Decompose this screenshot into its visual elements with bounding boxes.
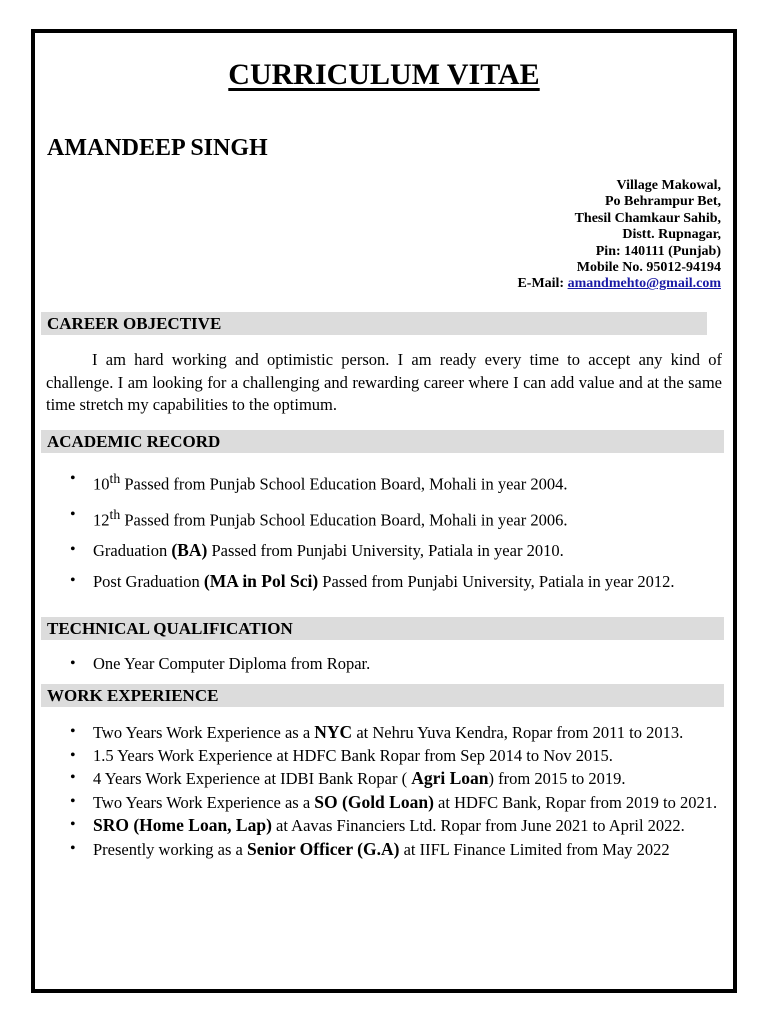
item-text: at IIFL Finance Limited from May 2022	[399, 839, 670, 859]
address-line: Po Behrampur Bet,	[604, 194, 721, 210]
item-text: Passed from Punjabi University, Patiala in year 2012.	[318, 572, 675, 591]
list-item	[46, 566, 722, 597]
item-highlight: SRO (Home Loan, Lap)	[93, 815, 272, 835]
candidate-name: AMANDEEP SINGH	[47, 135, 268, 161]
item-text: 1.5 Years Work Experience at HDFC Bank Ropar from Sep 2014 to Nov 2015.	[93, 745, 613, 765]
address-line: Pin: 140111 (Punjab)	[595, 243, 721, 259]
item-highlight: (MA in Pol Sci)	[203, 571, 319, 591]
item-superscript: th	[109, 506, 121, 522]
item-text: Two Years Work Experience as a	[93, 723, 315, 742]
item-text: Passed from Punjab School Education Board, Mohali in year 2006.	[120, 510, 568, 529]
academic-record-list	[46, 464, 722, 597]
address-line: Village Makowal,	[616, 178, 721, 193]
item-text: Post Graduation	[93, 572, 204, 591]
item-text: at Nehru Yuva Kendra, Ropar from 2011 to 2013.	[352, 723, 684, 742]
document-title: CURRICULUM VITAE	[228, 58, 540, 91]
list-item	[46, 500, 722, 536]
list-item	[46, 791, 722, 815]
item-text: 12	[93, 510, 110, 529]
address-line: Distt. Rupnagar,	[622, 227, 721, 243]
item-highlight: Senior Officer (G.A)	[246, 838, 400, 859]
list-item	[46, 745, 722, 768]
item-highlight: Agri Loan	[411, 768, 489, 788]
list-item	[46, 721, 722, 745]
list-item	[46, 814, 722, 838]
item-text: at Aavas Financiers Ltd. Ropar from June 2021 to April 2022.	[271, 816, 685, 835]
address-line: Thesil Chamkaur Sahib,	[574, 210, 721, 226]
list-item	[46, 838, 722, 862]
item-highlight: (BA)	[171, 540, 208, 560]
heading-technical-qualification: TECHNICAL QUALIFICATION	[41, 617, 724, 640]
item-text: Passed from Punjab School Education Board, Mohali in year 2004.	[120, 474, 568, 494]
item-highlight: NYC	[314, 722, 353, 742]
item-highlight: SO (Gold Loan)	[314, 791, 434, 812]
heading-work-experience: WORK EXPERIENCE	[41, 684, 724, 707]
heading-career-objective: CAREER OBJECTIVE	[41, 312, 707, 335]
list-item	[46, 535, 722, 566]
item-text: Two Years Work Experience as a	[93, 792, 315, 812]
work-experience-list	[46, 721, 722, 861]
email-row	[517, 276, 721, 292]
list-item	[46, 767, 722, 791]
item-text: 10	[93, 474, 110, 494]
item-text: at HDFC Bank, Ropar from 2019 to 2021.	[433, 792, 718, 812]
item-text: Presently working as a	[93, 839, 247, 859]
item-text: Graduation	[93, 541, 172, 560]
mobile-number: Mobile No. 95012-94194	[576, 260, 721, 276]
technical-qualification-list	[46, 649, 722, 679]
list-item	[46, 464, 722, 500]
item-text: Passed from Punjabi University, Patiala in year 2010.	[207, 541, 564, 560]
email-link[interactable]: amandmehto@gmail.com	[567, 276, 721, 292]
list-item	[46, 649, 722, 679]
item-text: One Year Computer Diploma from Ropar.	[93, 654, 371, 673]
item-text: 4 Years Work Experience at IDBI Bank Ropar (	[93, 769, 412, 788]
item-text: ) from 2015 to 2019.	[488, 769, 626, 788]
career-objective-text: I am hard working and optimistic person. I am ready every time to accept any kind of challenge. I am looking for a challenging and rewarding career where I can add value and at the same time stretch my capabilities to the optimum.	[46, 350, 722, 414]
contact-address	[517, 178, 721, 293]
item-superscript: th	[109, 471, 121, 486]
email-label: E-Mail:	[517, 276, 568, 292]
heading-academic-record: ACADEMIC RECORD	[41, 430, 724, 453]
